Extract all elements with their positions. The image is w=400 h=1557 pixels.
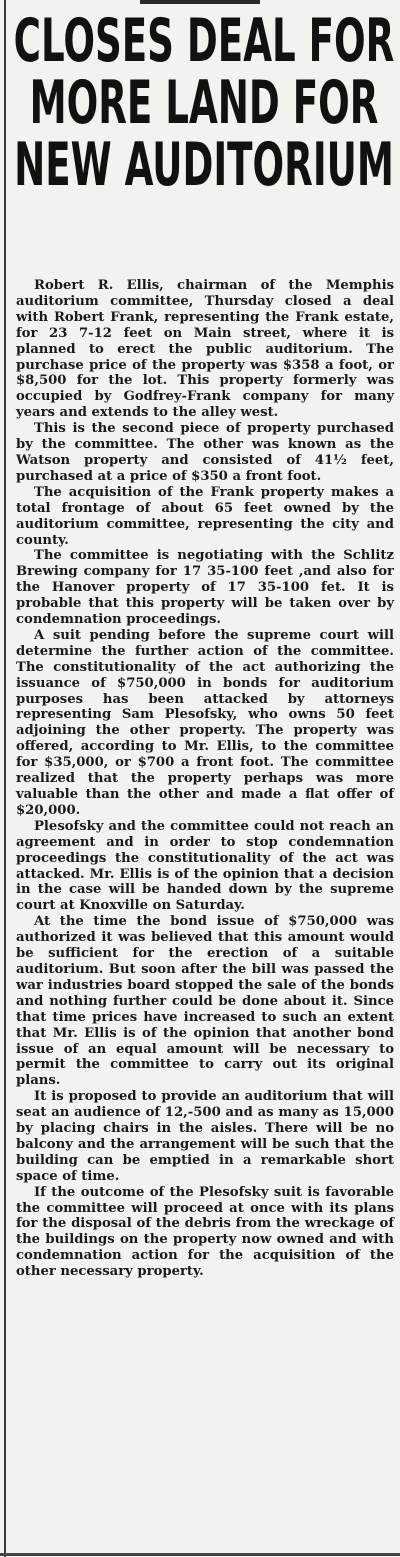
article-paragraph-3: The acquisition of the Frank property makes a total frontage of about 65 feet owned by the auditorium committee, representing the city and county.	[16, 484, 394, 548]
article-paragraph-4: The committee is negotiating with the Schlitz Brewing company for 17 35-100 feet ,and also for the Hanover property of 17 35-100 fet. It is probable that this property will be taken over by condemnation proceedings.	[16, 548, 394, 628]
top-column-rule	[140, 0, 260, 4]
article-paragraph-5: A suit pending before the supreme court will determine the further action of the committee. The constitutionality of the act authorizing the issuance of $750,000 in bonds for auditorium purposes has been attacked by attorneys representing Sam Plesofsky, who owns 50 feet adjoining the other property. The property was offered, according to Mr. Ellis, to the committee for $35,000, or $700 a front foot. The committee realized that the property perhaps was more valuable than the other and made a flat offer of $20,000.	[16, 627, 394, 818]
bottom-column-rule	[0, 1553, 400, 1556]
article-body	[16, 278, 394, 1280]
headline-line-3: NEW AUDITORIUM	[14, 130, 394, 200]
article-paragraph-6: Plesofsky and the committee could not reach an agreement and in order to stop condemnation proceedings the constitutionality of the act was attacked. Mr. Ellis is of the opinion that a decision in the case will be handed down by the supreme court at Knoxville on Saturday.	[16, 818, 394, 914]
article-paragraph-2: This is the second piece of property purchased by the committee. The other was known as the Watson property and consisted of 41½ feet, purchased at a price of $350 a front foot.	[16, 421, 394, 484]
article-paragraph-8: It is proposed to provide an auditorium that will seat an audience of 12,-500 and as many as 15,000 by placing chairs in the aisles. There will be no balcony and the arrangement will be such that the building can be emptied in a remarkable short space of time.	[16, 1089, 394, 1184]
headline-line-1: CLOSES DEAL FOR	[13, 6, 395, 76]
article-paragraph-7: At the time the bond issue of $750,000 was authorized it was believed that this amount would be sufficient for the erection of a suitable auditorium. But soon after the bill was passed the war industries board stopped the sale of the bonds and nothing further could be done about it. Since that time prices have increased to such an extent that Mr. Ellis is of the opinion that another bond issue of an equal amount will be necessary to permit the committee to carry out its original plans.	[16, 914, 394, 1089]
article-paragraph-9: If the outcome of the Plesofsky suit is favorable the committee will proceed at once with its plans for the disposal of the debris from the wreckage of the buildings on the property now owned and with condemnation action for the acquisition of the other necessary property.	[16, 1184, 394, 1280]
headline	[13, 6, 395, 200]
article-paragraph-1: Robert R. Ellis, chairman of the Memphis auditorium committee, Thursday closed a deal with Robert Frank, representing the Frank estate, for 23 7-12 feet on Main street, where it is planned to erect the public auditorium. The purchase price of the property was $358 a foot, or $8,500 for the lot. This property formerly was occupied by Godfrey-Frank company for many years and extends to the alley west.	[16, 278, 394, 421]
headline-line-2: MORE LAND FOR	[29, 68, 379, 138]
left-column-rule	[4, 0, 6, 1557]
